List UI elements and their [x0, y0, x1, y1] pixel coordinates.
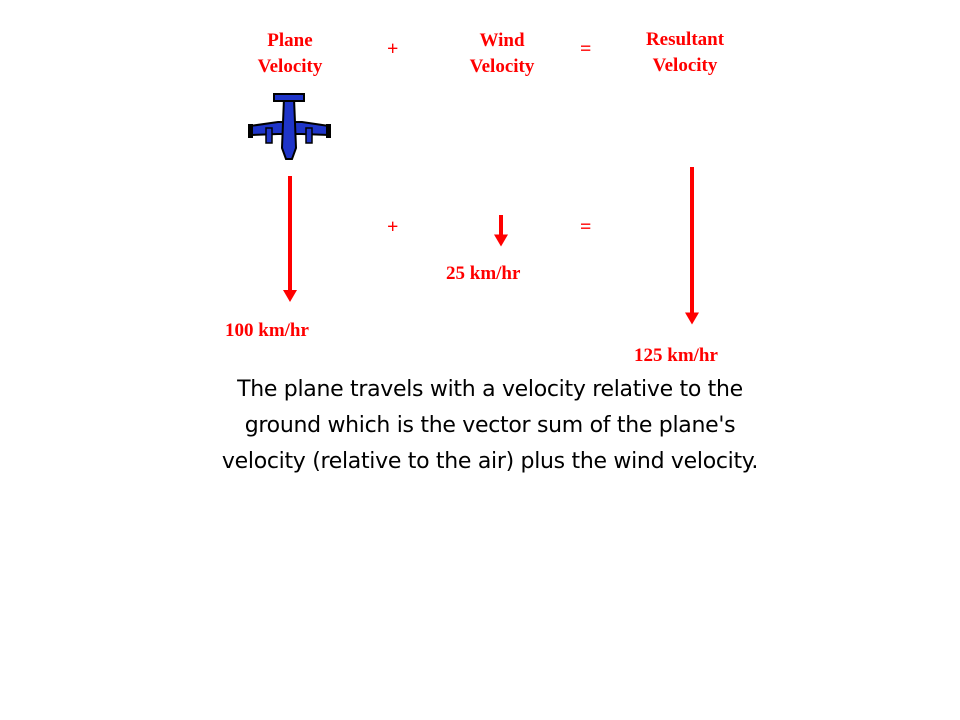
wind-arrow-head [494, 235, 508, 247]
plane-velocity-label: 100 km/hr [225, 320, 309, 341]
plane-velocity-arrow [283, 176, 297, 302]
resultant-arrow-head [685, 313, 699, 325]
resultant-header-line-1: Resultant [645, 29, 725, 50]
plane-header-line-1: Plane [267, 30, 313, 51]
wind-header-line-1: Wind [479, 30, 525, 51]
wind-velocity-arrow [494, 215, 508, 247]
wind-header-line-2: Velocity [469, 56, 535, 77]
plus-operator-top: + [387, 38, 399, 60]
resultant-header-line-2: Velocity [652, 55, 718, 76]
wind-velocity-label: 25 km/hr [446, 263, 521, 284]
equals-operator-top: = [580, 38, 592, 60]
caption-line-1: The plane travels with a velocity relative to the [237, 377, 743, 402]
caption-line-2: ground which is the vector sum of the plane's [244, 413, 736, 438]
plane-arrow-head [283, 290, 297, 302]
equals-operator-vectors: = [580, 216, 592, 238]
plane-header-line-2: Velocity [257, 56, 323, 77]
caption-line-3: velocity (relative to the air) plus the wind velocity. [221, 449, 759, 474]
resultant-velocity-arrow [685, 167, 699, 325]
explanation-caption [160, 372, 820, 480]
resultant-velocity-label: 125 km/hr [634, 345, 718, 366]
plus-operator-vectors: + [387, 216, 399, 238]
